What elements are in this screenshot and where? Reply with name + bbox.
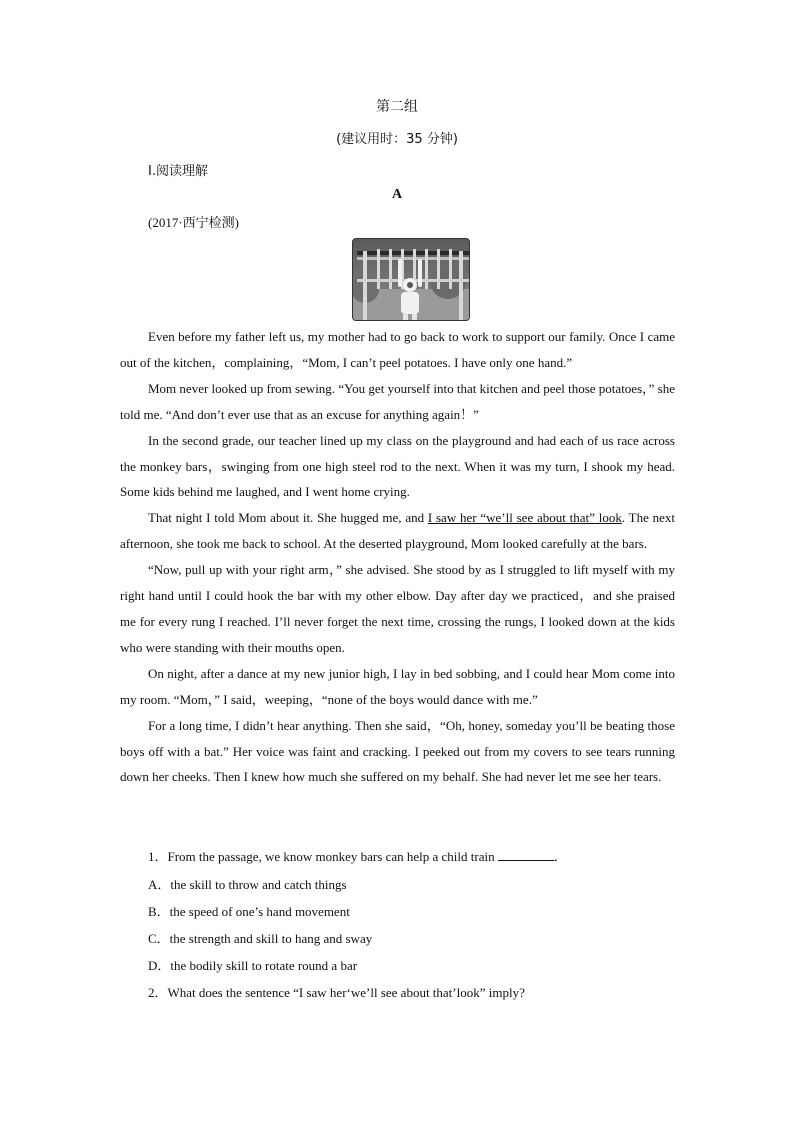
page-title: 第二组 [376, 99, 418, 115]
passage-body [120, 324, 675, 790]
underlined-sentence: I saw her “we’ll see about that” look [427, 510, 622, 526]
suggested-time: (建议用时：35 分钟) [336, 132, 458, 147]
passage-paragraph: Mom never looked up from sewing. “You get yourself into that kitchen and peel those potatoes，” she told me. “And don’t ever use that as an excuse for anything again！” [120, 380, 675, 422]
option-a: A．the skill to throw and catch things [148, 877, 347, 892]
passage-letter: A [391, 187, 403, 202]
question-end: ． [553, 849, 567, 864]
section-heading: Ⅰ.阅读理解 [148, 164, 208, 179]
option-d: D．the bodily skill to rotate round a bar [148, 958, 358, 973]
passage-paragraph: Even before my father left us, my mother had to go back to work to support our family. Once I came out of the kitchen，complaining，“Mom, I can’t peel potatoes. I have only one hand.” [120, 329, 675, 370]
answer-blank[interactable] [498, 849, 554, 861]
question-stem: 1．From the passage, we know monkey bars can help a child train [148, 849, 495, 864]
question-1 [148, 846, 567, 865]
passage-paragraph [120, 505, 675, 557]
passage-paragraph: “Now, pull up with your right arm，” she advised. She stood by as I struggled to lift myself with my right hand until I could hook the bar with my other elbow. Day after day we practiced，and she praised me for every rung I reached. I’ll never forget the next time, crossing the rungs, I looked down at the kids who were standing with their mouths open. [120, 562, 675, 655]
passage-paragraph: In the second grade, our teacher lined up my class on the playground and had each of us race across the monkey bars，swinging from one high steel rod to the next. When it was my turn, I shook my head. Some kids behind me laughed, and I went home crying. [120, 432, 675, 500]
option-b: B．the speed of one’s hand movement [148, 904, 350, 919]
passage-paragraph: For a long time, I didn’t hear anything. Then she said，“Oh, honey, someday you’ll be beating those boys off with a bat.” Her voice was faint and cracking. I peeked out from my covers to see tears running down her cheeks. Then I knew how much she suffered on my behalf. She had never let me see her tears. [120, 717, 675, 785]
passage-paragraph: On night, after a dance at my new junior high, I lay in bed sobbing, and I could hear Mom come into my room. “Mom，” I said，weeping，“none of the boys would dance with me.” [120, 665, 675, 707]
girl-on-monkey-bars-photo [352, 238, 470, 321]
paragraph-text: That night I told Mom about it. She hugged me, and [148, 510, 428, 526]
question-2: 2．What does the sentence “I saw her‘we’ll see about that’look” imply? [148, 985, 525, 1000]
photo-illustration [353, 239, 469, 320]
option-c: C．the strength and skill to hang and sway [148, 931, 373, 946]
passage-source: (2017·西宁检测) [148, 215, 239, 230]
paragraph-text: . The next afternoon, she took me back to school. At the deserted playground, Mom looked carefully at the bars. [120, 510, 675, 552]
